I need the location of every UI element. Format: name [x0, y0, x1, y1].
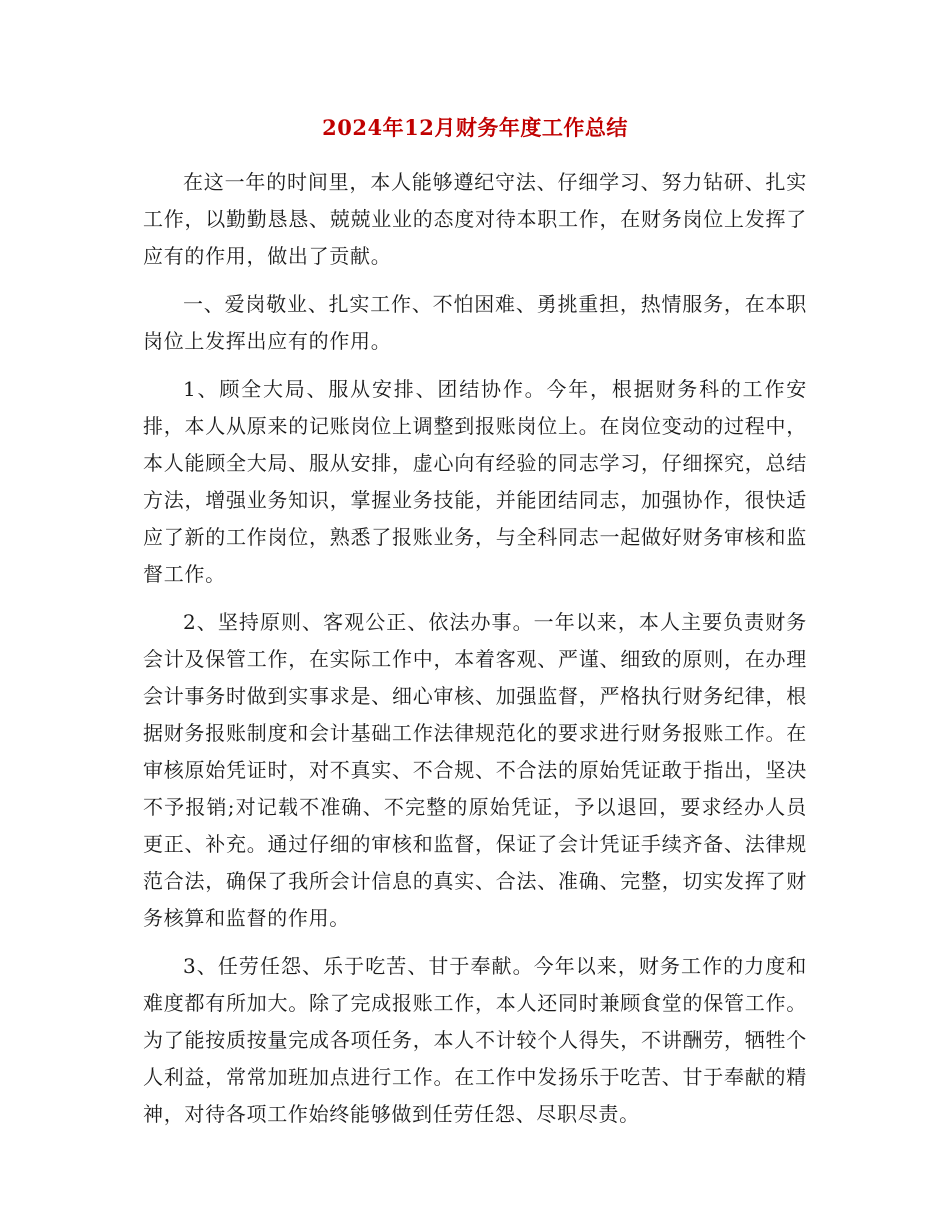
- paragraph-item-3: 3、任劳任怨、乐于吃苦、甘于奉献。今年以来，财务工作的力度和难度都有所加大。除了完成报账工作，本人还同时兼顾食堂的保管工作。为了能按质按量完成各项任务，本人不计较个人得失，不讲酬劳，牺牲个人利益，常常加班加点进行工作。在工作中发扬乐于吃苦、甘于奉献的精神，对待各项工作始终能够做到任劳任怨、尽职尽责。: [143, 954, 807, 1126]
- paragraph-intro: 在这一年的时间里，本人能够遵纪守法、仔细学习、努力钻研、扎实工作，以勤勤恳恳、兢兢业业的态度对待本职工作，在财务岗位上发挥了应有的作用，做出了贡献。: [143, 170, 807, 268]
- document-body: [143, 112, 807, 1144]
- paragraph-item-1: 1、顾全大局、服从安排、团结协作。今年，根据财务科的工作安排，本人从原来的记账岗位上调整到报账岗位上。在岗位变动的过程中，本人能顾全大局、服从安排，虚心向有经验的同志学习，仔细探究，总结方法，增强业务知识，掌握业务技能，并能团结同志，加强协作，很快适应了新的工作岗位，熟悉了报账业务，与全科同志一起做好财务审核和监督工作。: [143, 377, 807, 586]
- document-title: 2024年12月财务年度工作总结: [322, 115, 628, 140]
- paragraph-item-2: 2、坚持原则、客观公正、依法办事。一年以来，本人主要负责财务会计及保管工作，在实际工作中，本着客观、严谨、细致的原则，在办理会计事务时做到实事求是、细心审核、加强监督，严格执行财务纪律，根据财务报账制度和会计基础工作法律规范化的要求进行财务报账工作。在审核原始凭证时，对不真实、不合规、不合法的原始凭证敢于指出，坚决不予报销;对记载不准确、不完整的原始凭证，予以退回，要求经办人员更正、补充。通过仔细的审核和监督，保证了会计凭证手续齐备、法律规范合法，确保了我所会计信息的真实、合法、准确、完整，切实发挥了财务核算和监督的作用。: [143, 610, 807, 930]
- paragraph-section-one: 一、爱岗敬业、扎实工作、不怕困难、勇挑重担，热情服务，在本职岗位上发挥出应有的作用。: [143, 292, 807, 353]
